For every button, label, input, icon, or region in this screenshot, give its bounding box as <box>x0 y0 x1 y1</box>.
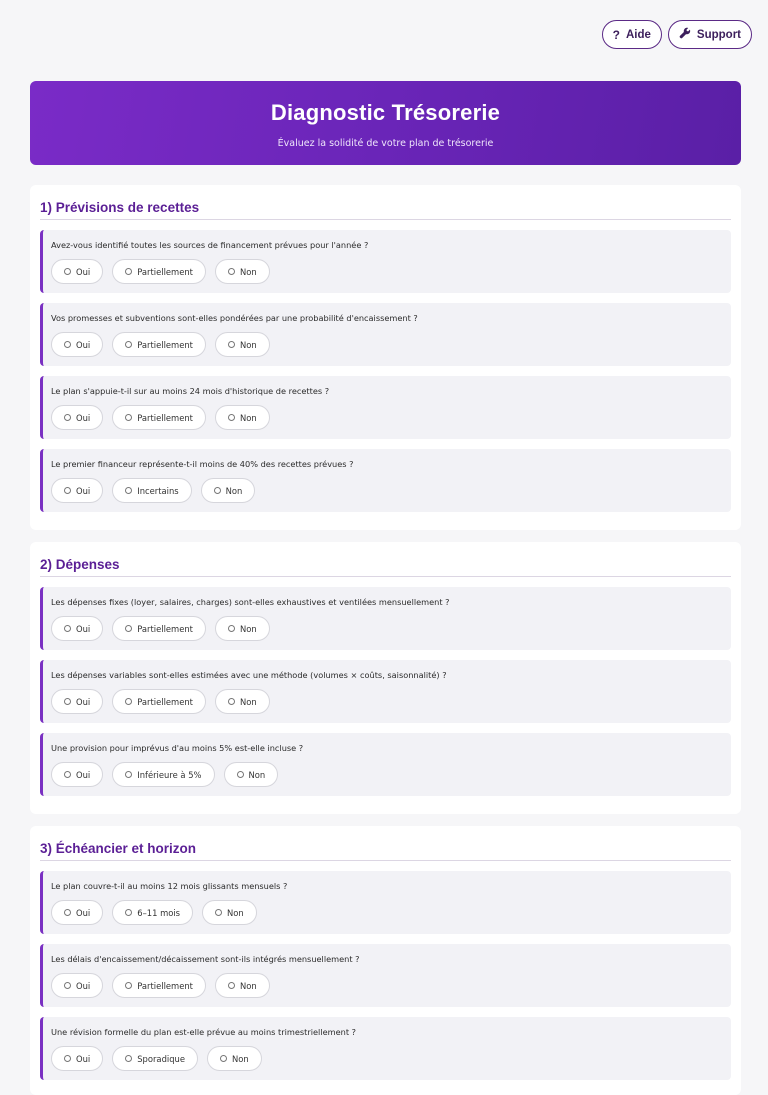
radio-icon <box>64 698 71 705</box>
option-oui[interactable] <box>51 259 103 284</box>
question-card <box>40 376 731 439</box>
question-card <box>40 944 731 1007</box>
option-label: Oui <box>76 339 91 350</box>
option-oui[interactable] <box>51 762 103 787</box>
page-subtitle: Évaluez la solidité de votre plan de trésorerie <box>277 138 494 149</box>
option-label: Partiellement <box>137 412 193 423</box>
radio-icon <box>237 771 244 778</box>
help-button[interactable] <box>602 20 662 49</box>
radio-icon <box>64 341 71 348</box>
question-text: Vos promesses et subventions sont-elles pondérées par une probabilité d'encaissement ? <box>51 313 418 323</box>
radio-icon <box>64 487 71 494</box>
option-non[interactable] <box>215 405 270 430</box>
question-text: Avez-vous identifié toutes les sources de financement prévues pour l'année ? <box>51 240 369 250</box>
section-title: 2) Dépenses <box>40 542 731 577</box>
option-label: Partiellement <box>137 623 193 634</box>
option-oui[interactable] <box>51 900 103 925</box>
option-label: Non <box>232 1053 249 1064</box>
option-label: Non <box>248 769 266 780</box>
radio-icon <box>125 268 132 275</box>
option-label: Oui <box>76 696 91 707</box>
option-label: Oui <box>76 980 91 991</box>
radio-icon <box>228 268 235 275</box>
option-label: Oui <box>76 485 91 496</box>
question-card <box>40 660 731 723</box>
radio-icon <box>228 982 235 989</box>
option-label: Partiellement <box>137 339 193 350</box>
option-label: Inférieure à 5% <box>137 769 202 780</box>
help-button-label: Aide <box>626 28 651 41</box>
section-title: 1) Prévisions de recettes <box>40 185 731 220</box>
page-header <box>30 81 741 165</box>
option-label: Incertains <box>137 485 179 496</box>
option-oui[interactable] <box>51 405 103 430</box>
option-non[interactable] <box>202 900 257 925</box>
option-label: Partiellement <box>137 266 193 277</box>
question-text: Le premier financeur représente-t-il moins de 40% des recettes prévues ? <box>51 459 354 469</box>
radio-icon <box>64 982 71 989</box>
radio-icon <box>215 909 222 916</box>
option-non[interactable] <box>215 973 270 998</box>
option-partiellement[interactable] <box>112 332 206 357</box>
option-label: Partiellement <box>137 980 193 991</box>
radio-icon <box>228 341 235 348</box>
top-toolbar <box>602 20 752 49</box>
radio-icon <box>125 341 132 348</box>
option-sporadique[interactable] <box>112 1046 198 1071</box>
section-expenses <box>30 542 741 814</box>
option-label: Oui <box>76 266 91 277</box>
option-partiellement[interactable] <box>112 259 206 284</box>
option-label: Oui <box>76 769 91 780</box>
radio-icon <box>125 1055 132 1062</box>
question-text: Les dépenses variables sont-elles estimées avec une méthode (volumes × coûts, saisonnalité) ? <box>51 670 447 680</box>
option-label: Non <box>239 339 257 350</box>
option-label: Non <box>239 623 257 634</box>
option-label: Non <box>239 412 257 423</box>
option-label: Non <box>239 266 257 277</box>
option-inferieure-5[interactable] <box>112 762 214 787</box>
support-button[interactable] <box>668 20 752 49</box>
radio-icon <box>125 771 132 778</box>
radio-icon <box>64 771 71 778</box>
option-non[interactable] <box>201 478 256 503</box>
option-partiellement[interactable] <box>112 973 206 998</box>
option-label: 6–11 mois <box>137 907 181 918</box>
question-text: Une provision pour imprévus d'au moins 5% est-elle incluse ? <box>51 743 304 753</box>
option-non[interactable] <box>224 762 279 787</box>
radio-icon <box>228 698 235 705</box>
radio-icon <box>64 268 71 275</box>
option-oui[interactable] <box>51 973 103 998</box>
option-oui[interactable] <box>51 616 103 641</box>
option-label: Oui <box>76 623 91 634</box>
question-card <box>40 871 731 934</box>
question-card <box>40 587 731 650</box>
radio-icon <box>64 414 71 421</box>
section-schedule-horizon <box>30 826 741 1095</box>
radio-icon <box>228 414 235 421</box>
option-label: Oui <box>76 907 91 918</box>
question-card <box>40 1017 731 1080</box>
radio-icon <box>228 625 235 632</box>
question-text: Les dépenses fixes (loyer, salaires, charges) sont-elles exhaustives et ventilées mensuellement ? <box>51 597 450 607</box>
question-text: Les délais d'encaissement/décaissement sont-ils intégrés mensuellement ? <box>51 954 360 964</box>
option-partiellement[interactable] <box>112 405 206 430</box>
option-non[interactable] <box>215 259 270 284</box>
radio-icon <box>125 625 132 632</box>
radio-icon <box>64 1055 71 1062</box>
option-non[interactable] <box>215 689 270 714</box>
option-non[interactable] <box>215 332 270 357</box>
option-label: Non <box>227 907 244 918</box>
question-text: Le plan s'appuie-t-il sur au moins 24 mois d'historique de recettes ? <box>51 386 330 396</box>
question-mark-icon: ? <box>612 27 620 42</box>
section-revenue-forecasts <box>30 185 741 530</box>
section-title: 3) Échéancier et horizon <box>40 826 731 861</box>
option-label: Non <box>239 980 257 991</box>
question-text: Le plan couvre-t-il au moins 12 mois glissants mensuels ? <box>51 881 288 891</box>
question-card <box>40 449 731 512</box>
radio-icon <box>125 487 132 494</box>
support-button-label: Support <box>696 28 741 41</box>
option-label: Oui <box>76 412 91 423</box>
radio-icon <box>125 982 132 989</box>
option-non[interactable] <box>215 616 270 641</box>
option-label: Partiellement <box>137 696 193 707</box>
option-label: Oui <box>76 1053 91 1064</box>
radio-icon <box>64 909 71 916</box>
option-6-11-mois[interactable] <box>112 900 193 925</box>
radio-icon <box>125 698 132 705</box>
option-oui[interactable] <box>51 1046 103 1071</box>
option-label: Non <box>239 696 257 707</box>
option-incertains[interactable] <box>112 478 191 503</box>
question-card <box>40 303 731 366</box>
question-card <box>40 733 731 796</box>
question-text: Une révision formelle du plan est-elle prévue au moins trimestriellement ? <box>51 1027 356 1037</box>
radio-icon <box>220 1055 227 1062</box>
option-oui[interactable] <box>51 689 103 714</box>
radio-icon <box>125 909 132 916</box>
option-partiellement[interactable] <box>112 616 206 641</box>
radio-icon <box>125 414 132 421</box>
option-label: Sporadique <box>137 1053 185 1064</box>
option-label: Non <box>225 485 243 496</box>
wrench-icon <box>679 27 691 42</box>
option-oui[interactable] <box>51 478 103 503</box>
question-card <box>40 230 731 293</box>
radio-icon <box>214 487 221 494</box>
option-non[interactable] <box>207 1046 262 1071</box>
option-oui[interactable] <box>51 332 103 357</box>
page-title: Diagnostic Trésorerie <box>270 100 501 125</box>
option-partiellement[interactable] <box>112 689 206 714</box>
radio-icon <box>64 625 71 632</box>
